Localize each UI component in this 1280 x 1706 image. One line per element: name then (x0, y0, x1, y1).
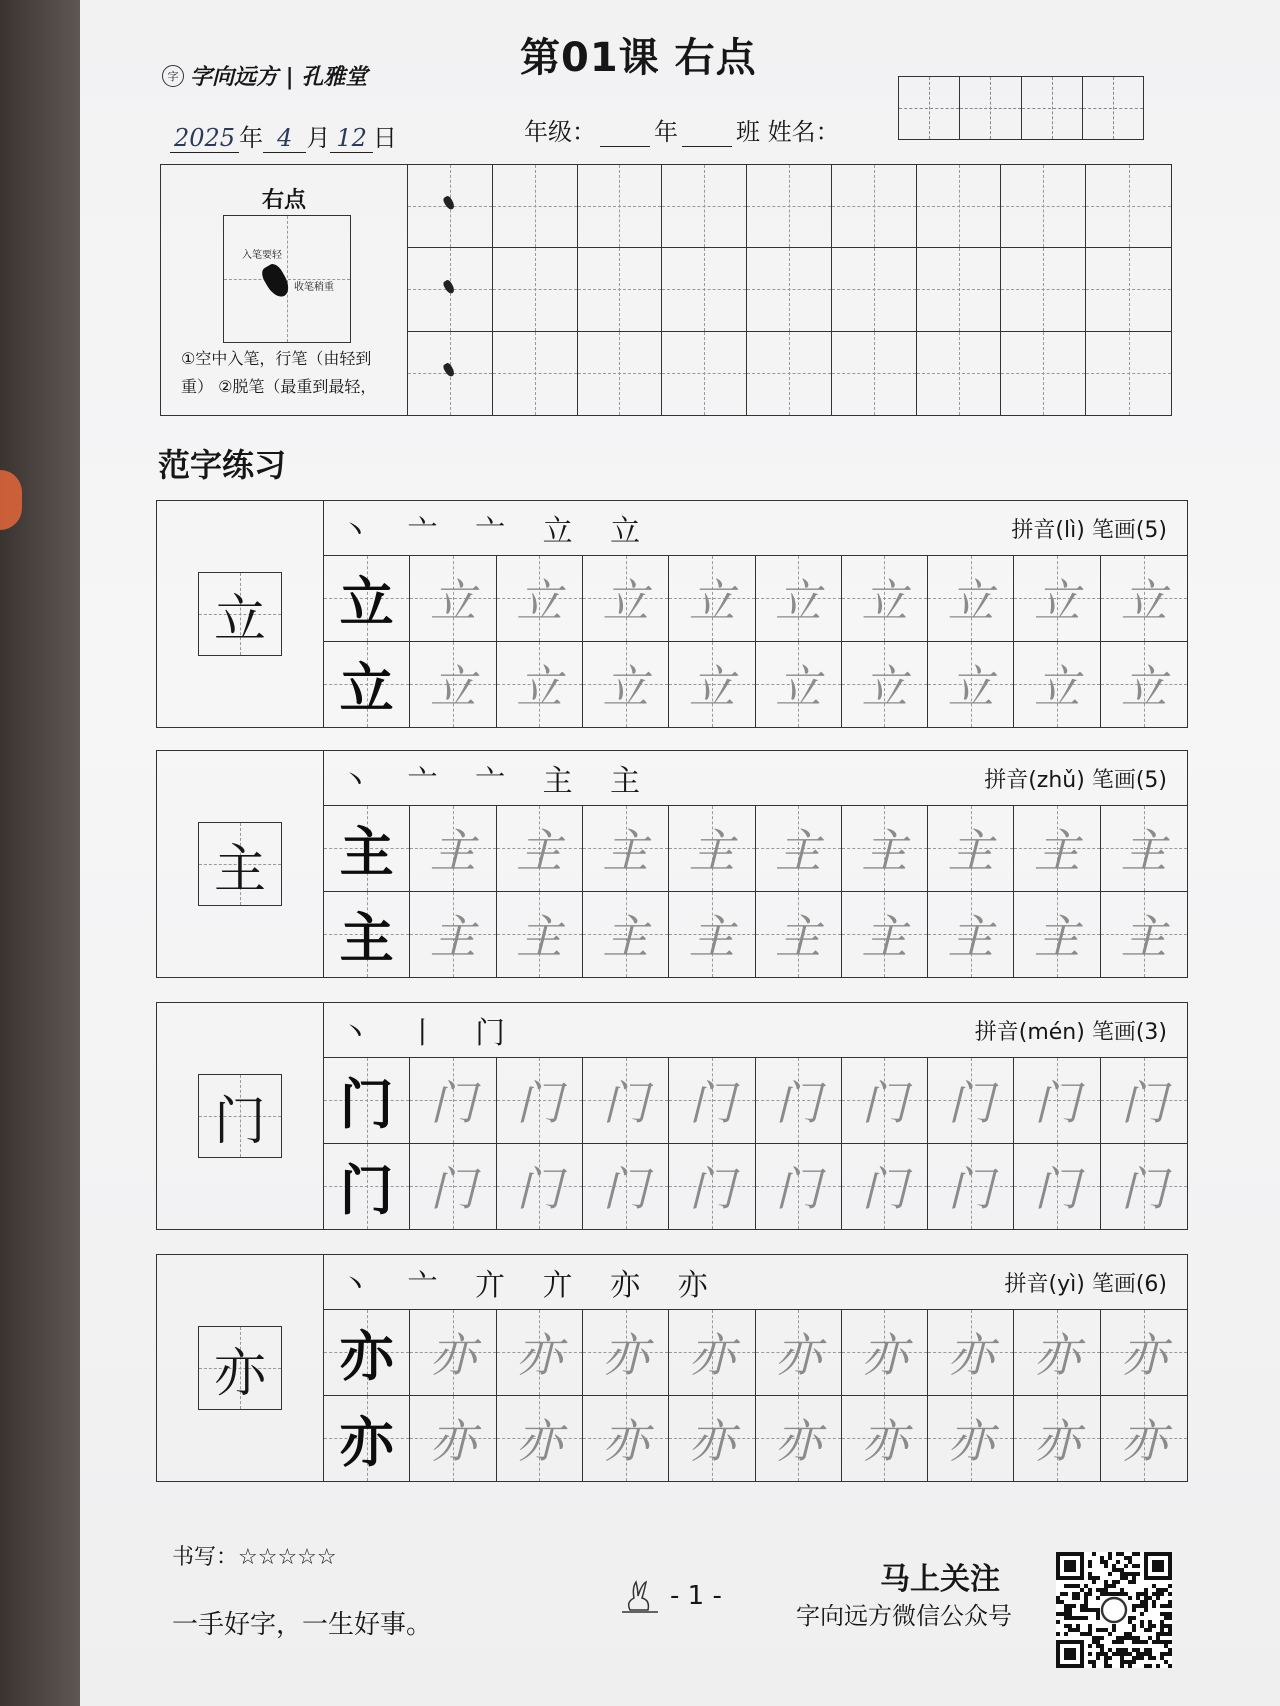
practice-cell[interactable] (583, 1058, 669, 1144)
model-char: 门 (213, 1091, 266, 1152)
handwritten-char: 立 (861, 660, 908, 715)
handwritten-char: 亦 (1034, 1414, 1081, 1469)
dot-stroke-icon (442, 195, 456, 211)
practice-cell[interactable] (410, 1144, 496, 1230)
practice-cell[interactable] (842, 556, 928, 642)
stroke-count: 笔画(5) (1091, 517, 1167, 543)
practice-cell[interactable] (669, 1058, 755, 1144)
practice-cell[interactable] (842, 1396, 928, 1482)
handwritten-char: 门 (861, 1076, 908, 1131)
handwritten-char: 门 (429, 1076, 476, 1131)
practice-cell[interactable] (583, 556, 669, 642)
handwritten-char: 立 (947, 574, 994, 629)
grid-cell[interactable] (917, 248, 1002, 331)
pinyin: 拼音(yì) (1004, 1271, 1085, 1297)
practice-cell[interactable] (928, 642, 1014, 728)
practice-cell[interactable] (410, 806, 496, 892)
practice-cell[interactable] (669, 1310, 755, 1396)
handwritten-char: 主 (947, 910, 994, 965)
practice-cell[interactable] (324, 556, 410, 642)
practice-cell[interactable] (669, 1144, 755, 1230)
practice-cell[interactable] (410, 1396, 496, 1482)
practice-cell[interactable] (928, 1310, 1014, 1396)
practice-area (324, 501, 1187, 727)
handwritten-char: 主 (775, 910, 822, 965)
handwritten-char: 门 (947, 1076, 994, 1131)
handwritten-char: 主 (1120, 910, 1167, 965)
practice-cell[interactable] (1101, 892, 1187, 978)
char-block (156, 750, 1188, 978)
handwritten-char: 亦 (516, 1328, 563, 1383)
practice-cell[interactable] (756, 1396, 842, 1482)
date-year: 2025 (170, 124, 239, 153)
practice-cell[interactable] (1101, 1310, 1187, 1396)
handwritten-char: 亦 (429, 1328, 476, 1383)
handwritten-char: 立 (516, 660, 563, 715)
model-char-box (198, 572, 282, 656)
date-day-suffix: 日 (372, 124, 397, 152)
grid-cell[interactable] (1086, 165, 1171, 248)
model-char: 亦 (339, 1323, 394, 1388)
practice-cell[interactable] (324, 1396, 410, 1482)
worksheet-paper (80, 0, 1280, 1706)
stroke-order-bar (324, 501, 1187, 556)
name-field-grid[interactable] (898, 76, 1144, 140)
grid-cell[interactable] (832, 248, 917, 331)
handwritten-char: 门 (688, 1162, 735, 1217)
handwritten-char: 立 (775, 574, 822, 629)
practice-cell[interactable] (756, 1310, 842, 1396)
handwritten-char: 主 (516, 824, 563, 879)
handwritten-char: 主 (1120, 824, 1167, 879)
model-char-panel (157, 1255, 324, 1481)
handwritten-char: 门 (1034, 1162, 1081, 1217)
handwritten-char: 立 (775, 660, 822, 715)
practice-cell[interactable] (669, 806, 755, 892)
practice-cell[interactable] (756, 642, 842, 728)
practice-grid[interactable] (324, 1310, 1187, 1481)
handwritten-char: 亦 (947, 1414, 994, 1469)
handwritten-char: 主 (429, 910, 476, 965)
stroke-instructions: ①空中入笔，行笔（由轻到重） ②脱笔（最重到最轻， (181, 349, 377, 396)
handwritten-char: 主 (861, 824, 908, 879)
practice-cell[interactable] (756, 1144, 842, 1230)
model-char-panel (157, 1003, 324, 1229)
handwritten-char: 门 (516, 1162, 563, 1217)
practice-cell[interactable] (669, 1396, 755, 1482)
practice-cell[interactable] (1014, 556, 1100, 642)
practice-grid[interactable] (324, 556, 1187, 727)
practice-cell[interactable] (1014, 1058, 1100, 1144)
handwritten-char: 主 (688, 824, 735, 879)
name-cell[interactable] (1083, 77, 1143, 139)
practice-cell[interactable] (669, 556, 755, 642)
grid-cell[interactable] (578, 248, 663, 331)
model-char-box (198, 822, 282, 906)
practice-cell[interactable] (324, 642, 410, 728)
grid-cell[interactable] (493, 332, 578, 415)
handwritten-char: 门 (775, 1162, 822, 1217)
handwritten-char: 主 (1034, 824, 1081, 879)
model-char-box (198, 1074, 282, 1158)
grid-cell[interactable] (408, 332, 493, 415)
stroke-order: 丶 亠 亠 主 主 (340, 764, 655, 799)
model-char: 主 (213, 839, 266, 900)
practice-cell[interactable] (324, 892, 410, 978)
dot-stroke-icon (259, 261, 293, 300)
handwritten-char: 主 (1034, 910, 1081, 965)
practice-cell[interactable] (410, 1310, 496, 1396)
practice-cell[interactable] (1101, 642, 1187, 728)
stroke-order: 丶 亠 亣 亣 亦 亦 (340, 1268, 722, 1303)
practice-cell[interactable] (497, 1058, 583, 1144)
char-block (156, 1002, 1188, 1230)
practice-cell[interactable] (928, 1396, 1014, 1482)
practice-cell[interactable] (497, 556, 583, 642)
grid-cell[interactable] (832, 332, 917, 415)
handwritten-char: 立 (602, 660, 649, 715)
practice-cell[interactable] (756, 556, 842, 642)
handwritten-char: 立 (429, 574, 476, 629)
model-char: 主 (339, 905, 394, 970)
handwritten-char: 门 (429, 1162, 476, 1217)
grid-cell[interactable] (832, 165, 917, 248)
model-char: 亦 (339, 1409, 394, 1474)
pinyin: 拼音(mén) (974, 1019, 1085, 1045)
model-char-panel (157, 501, 324, 727)
practice-cell[interactable] (583, 892, 669, 978)
model-char: 立 (339, 655, 394, 720)
char-block (156, 1254, 1188, 1482)
grid-cell[interactable] (662, 332, 747, 415)
date-year-suffix: 年 (239, 124, 264, 152)
practice-cell[interactable] (497, 1396, 583, 1482)
practice-cell[interactable] (1014, 642, 1100, 728)
practice-cell[interactable] (410, 1058, 496, 1144)
account-name: 字向远方微信公众号 (796, 1602, 1012, 1630)
grid-cell[interactable] (747, 248, 832, 331)
grid-cell[interactable] (1001, 332, 1086, 415)
handwritten-char: 立 (688, 660, 735, 715)
practice-cell[interactable] (324, 1310, 410, 1396)
char-meta (984, 763, 1167, 794)
handwritten-char: 亦 (429, 1414, 476, 1469)
handwritten-char: 立 (1034, 660, 1081, 715)
practice-cell[interactable] (410, 556, 496, 642)
handwritten-char: 主 (516, 910, 563, 965)
practice-cell[interactable] (583, 1310, 669, 1396)
grid-cell[interactable] (747, 332, 832, 415)
practice-cell[interactable] (928, 556, 1014, 642)
practice-cell[interactable] (410, 892, 496, 978)
grid-cell[interactable] (493, 248, 578, 331)
handwritten-char: 立 (602, 574, 649, 629)
grid-cell[interactable] (1001, 248, 1086, 331)
stroke-practice-panel (160, 164, 1172, 416)
handwritten-char: 主 (602, 910, 649, 965)
handwritten-char: 亦 (688, 1328, 735, 1383)
handwritten-char: 亦 (688, 1414, 735, 1469)
date-month: 4 (263, 124, 306, 153)
date-line (170, 118, 397, 153)
handwritten-char: 门 (1120, 1162, 1167, 1217)
practice-cell[interactable] (324, 1144, 410, 1230)
motto: 一手好字，一生好事。 (172, 1610, 433, 1640)
page-number-text: - 1 - (670, 1581, 722, 1611)
page-number (620, 1576, 722, 1616)
stroke-count: 笔画(6) (1091, 1271, 1167, 1297)
model-char: 立 (213, 589, 266, 650)
handwritten-char: 门 (602, 1162, 649, 1217)
stroke-count: 笔画(3) (1091, 1019, 1167, 1045)
practice-cell[interactable] (669, 892, 755, 978)
char-meta (1011, 513, 1167, 544)
practice-area (324, 1255, 1187, 1481)
pinyin: 拼音(lì) (1011, 517, 1085, 543)
handwritten-char: 亦 (775, 1328, 822, 1383)
handwritten-char: 亦 (1120, 1414, 1167, 1469)
grid-cell[interactable] (1001, 165, 1086, 248)
section-title: 范字练习 (158, 446, 287, 484)
practice-cell[interactable] (1014, 806, 1100, 892)
date-day: 12 (330, 124, 373, 153)
grid-cell[interactable] (662, 248, 747, 331)
practice-cell[interactable] (756, 892, 842, 978)
char-meta (1005, 1267, 1167, 1298)
practice-cell[interactable] (842, 1310, 928, 1396)
handwritten-char: 门 (1120, 1076, 1167, 1131)
date-month-suffix: 月 (306, 124, 331, 152)
pinyin: 拼音(zhǔ) (984, 767, 1085, 793)
practice-cell[interactable] (928, 806, 1014, 892)
practice-cell[interactable] (756, 806, 842, 892)
class-name-label: 班 姓名： (736, 118, 840, 146)
practice-cell[interactable] (928, 892, 1014, 978)
year-label: 年 (654, 118, 678, 146)
model-char-box (198, 1326, 282, 1410)
practice-area (324, 751, 1187, 977)
brand-name: 字向远方 | 孔雅堂 (190, 64, 368, 90)
practice-cell[interactable] (410, 642, 496, 728)
follow-prompt: 马上关注 (880, 1562, 1000, 1597)
handwritten-char: 主 (688, 910, 735, 965)
name-cell[interactable] (899, 77, 960, 139)
practice-cell[interactable] (1101, 806, 1187, 892)
writing-rating: 书写：☆☆☆☆☆ (172, 1545, 337, 1570)
grid-cell[interactable] (917, 332, 1002, 415)
handwritten-char: 亦 (861, 1414, 908, 1469)
handwritten-char: 立 (1120, 660, 1167, 715)
practice-cell[interactable] (497, 892, 583, 978)
practice-cell[interactable] (497, 1310, 583, 1396)
practice-area (324, 1003, 1187, 1229)
grade-label: 年级： (524, 118, 596, 146)
handwritten-char: 主 (429, 824, 476, 879)
practice-cell[interactable] (928, 1058, 1014, 1144)
model-char: 立 (339, 569, 394, 634)
grid-cell[interactable] (408, 165, 493, 248)
practice-cell[interactable] (1101, 556, 1187, 642)
practice-cell[interactable] (1101, 1058, 1187, 1144)
rabbit-icon (620, 1576, 660, 1616)
handwritten-char: 亦 (602, 1328, 649, 1383)
practice-cell[interactable] (842, 642, 928, 728)
practice-cell[interactable] (497, 1144, 583, 1230)
practice-grid[interactable] (324, 1058, 1187, 1229)
stroke-order: 丶 亠 亠 立 立 (340, 514, 655, 549)
dot-stroke-icon (442, 279, 456, 295)
handwritten-char: 门 (775, 1076, 822, 1131)
stroke-order: 丶 丨 门 (340, 1016, 520, 1051)
handwritten-char: 门 (861, 1162, 908, 1217)
practice-cell[interactable] (842, 806, 928, 892)
practice-cell[interactable] (583, 806, 669, 892)
char-meta (975, 1015, 1167, 1046)
practice-cell[interactable] (324, 1058, 410, 1144)
grid-cell[interactable] (1086, 332, 1171, 415)
grid-cell[interactable] (917, 165, 1002, 248)
brand-seal-icon: 字 (162, 65, 184, 87)
practice-cell[interactable] (324, 806, 410, 892)
char-block (156, 500, 1188, 728)
model-char: 门 (339, 1071, 394, 1136)
class-field[interactable] (682, 124, 732, 147)
model-char-panel (157, 751, 324, 977)
handwritten-char: 门 (688, 1076, 735, 1131)
handwritten-char: 门 (947, 1162, 994, 1217)
practice-cell[interactable] (1014, 1310, 1100, 1396)
practice-cell[interactable] (583, 1144, 669, 1230)
grid-cell[interactable] (493, 165, 578, 248)
stroke-label-out: 收笔稍重 (294, 282, 334, 293)
stroke-guide (161, 165, 408, 415)
qr-code-icon[interactable] (1056, 1552, 1172, 1668)
practice-cell[interactable] (842, 892, 928, 978)
class-info-line (524, 112, 840, 147)
handwritten-char: 立 (861, 574, 908, 629)
handwritten-char: 亦 (947, 1328, 994, 1383)
handwritten-char: 立 (688, 574, 735, 629)
stroke-diagram (223, 215, 351, 343)
stroke-label-in: 入笔要轻 (242, 250, 282, 261)
grid-cell[interactable] (747, 165, 832, 248)
stroke-order-bar (324, 1003, 1187, 1058)
practice-cell[interactable] (842, 1144, 928, 1230)
stroke-title: 右点 (261, 188, 306, 213)
handwritten-char: 立 (516, 574, 563, 629)
handwritten-char: 亦 (1120, 1328, 1167, 1383)
handwritten-char: 亦 (602, 1414, 649, 1469)
stroke-count: 笔画(5) (1091, 767, 1167, 793)
practice-cell[interactable] (497, 642, 583, 728)
handwritten-char: 主 (602, 824, 649, 879)
page-title: 第01课 右点 (520, 35, 757, 81)
grid-cell[interactable] (1086, 248, 1171, 331)
practice-cell[interactable] (928, 1144, 1014, 1230)
grid-cell[interactable] (408, 248, 493, 331)
stroke-order-bar (324, 1255, 1187, 1310)
brand-logo (162, 60, 367, 91)
handwritten-char: 亦 (516, 1414, 563, 1469)
handwritten-char: 主 (947, 824, 994, 879)
handwritten-char: 亦 (775, 1414, 822, 1469)
handwritten-char: 门 (602, 1076, 649, 1131)
stroke-order-bar (324, 751, 1187, 806)
grid-cell[interactable] (662, 165, 747, 248)
practice-cell[interactable] (1101, 1144, 1187, 1230)
practice-cell[interactable] (583, 642, 669, 728)
stroke-grid[interactable] (408, 165, 1171, 415)
handwritten-char: 立 (1034, 574, 1081, 629)
grid-cell[interactable] (578, 332, 663, 415)
handwritten-char: 立 (947, 660, 994, 715)
handwritten-char: 立 (429, 660, 476, 715)
name-cell[interactable] (960, 77, 1021, 139)
practice-cell[interactable] (583, 1396, 669, 1482)
grade-field[interactable] (600, 124, 650, 147)
practice-cell[interactable] (1014, 892, 1100, 978)
name-cell[interactable] (1022, 77, 1083, 139)
handwritten-char: 主 (861, 910, 908, 965)
handwritten-char: 亦 (1034, 1328, 1081, 1383)
model-char: 主 (339, 819, 394, 884)
handwritten-char: 门 (516, 1076, 563, 1131)
practice-cell[interactable] (669, 642, 755, 728)
handwritten-char: 立 (1120, 574, 1167, 629)
practice-grid[interactable] (324, 806, 1187, 977)
handwritten-char: 门 (1034, 1076, 1081, 1131)
grid-cell[interactable] (578, 165, 663, 248)
practice-cell[interactable] (497, 806, 583, 892)
practice-cell[interactable] (756, 1058, 842, 1144)
practice-cell[interactable] (1014, 1144, 1100, 1230)
practice-cell[interactable] (1101, 1396, 1187, 1482)
handwritten-char: 亦 (861, 1328, 908, 1383)
handwritten-char: 主 (775, 824, 822, 879)
model-char: 亦 (213, 1343, 266, 1404)
model-char: 门 (339, 1157, 394, 1222)
dot-stroke-icon (442, 362, 456, 378)
practice-cell[interactable] (1014, 1396, 1100, 1482)
practice-cell[interactable] (842, 1058, 928, 1144)
